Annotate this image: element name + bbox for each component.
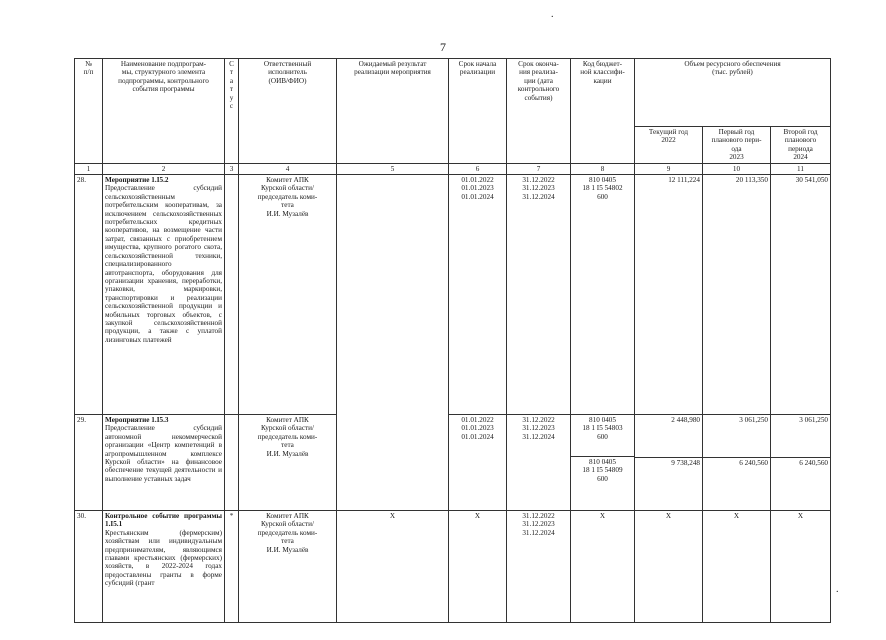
column-index: 3: [225, 163, 239, 174]
row-amount-2022-group: [635, 415, 703, 511]
row-start-dates: 01.01.2022 01.01.2023 01.01.2024: [449, 415, 507, 511]
row-name-cell: [103, 415, 225, 511]
row-amount-2024: 3 061,250: [799, 416, 828, 425]
scan-speck: .: [836, 584, 839, 595]
row-amount-2023: 3 061,250: [739, 416, 768, 425]
row-budget-code: Х: [571, 511, 635, 623]
row-end-dates: 31.12.2022 31.12.2023 31.12.2024: [507, 415, 571, 511]
header-start-date: Срок начала реализации: [449, 59, 507, 164]
row-status: [225, 415, 239, 511]
row-responsible: Комитет АПК Курской области/ председатель коми- тета И.И. Музалёв: [239, 175, 337, 415]
header-expected-result: Ожидаемый результат реализации мероприятия: [337, 59, 449, 164]
row-budget-code: 810 0405 18 1 I5 54803 600: [582, 416, 623, 441]
row-amount-2022: Х: [635, 511, 703, 623]
row-start-dates: Х: [449, 511, 507, 623]
column-index: 5: [337, 163, 449, 174]
header-year-2022: Текущий год 2022: [635, 127, 703, 164]
column-index: 9: [635, 163, 703, 174]
header-responsible: Ответственный исполнитель (ОИВ/ФИО): [239, 59, 337, 164]
page-number: 7: [440, 40, 446, 54]
row-start-dates: 01.01.2022 01.01.2023 01.01.2024: [449, 175, 507, 415]
row-number: 29.: [75, 415, 103, 511]
header-row: [75, 59, 831, 127]
row-amount-2023-group: [703, 415, 771, 511]
column-index-row: [75, 163, 831, 174]
table-row: [75, 415, 831, 511]
header-resources: Объем ресурсного обеспечения (тыс. рублей): [635, 59, 831, 127]
column-index: 4: [239, 163, 337, 174]
row-title: Контрольное событие программы 1.I5.1: [105, 512, 222, 529]
header-number: № п/п: [75, 59, 103, 164]
row-budget-code: 810 0405 18 1 I5 54802 600: [571, 175, 635, 415]
row-title: Мероприятие 1.I5.2: [105, 176, 169, 185]
row-description: Предоставление субсидий автономной некоммерческой организации «Центр компетенций в агропромышленном комплексе Курской области» на финансовое обеспечение текущей деятельности и выполнение уставных задач: [105, 424, 222, 483]
row-amount-2024: 30 541,050: [771, 175, 831, 415]
header-budget-code: Код бюджет- ной классифи- кации: [571, 59, 635, 164]
column-index: 2: [103, 163, 225, 174]
row-amount-2022-secondary: 9 738,248: [635, 457, 702, 468]
scan-speck: .: [551, 9, 554, 20]
row-status: [225, 175, 239, 415]
row-expected-result: Х: [337, 511, 449, 623]
row-amount-2022: 2 448,980: [671, 416, 700, 425]
row-amount-2024-secondary: 6 240,560: [771, 457, 830, 468]
row-status: *: [225, 511, 239, 623]
row-name-cell: [103, 175, 225, 415]
column-index: 10: [703, 163, 771, 174]
row-responsible: Комитет АПК Курской области/ председатель коми- тета И.И. Музалёв: [239, 415, 337, 511]
row-budget-code-secondary: 810 0405 18 1 I5 54809 600: [571, 456, 634, 483]
header-year-2023: Первый год планового пери- ода 2023: [703, 127, 771, 164]
row-title: Мероприятие 1.I5.3: [105, 416, 169, 425]
row-amount-2023: 20 113,350: [703, 175, 771, 415]
row-number: 30.: [75, 511, 103, 623]
header-year-2024: Второй год планового периода 2024: [771, 127, 831, 164]
row-amount-2023-secondary: 6 240,560: [703, 457, 770, 468]
column-index: 7: [507, 163, 571, 174]
row-description: Крестьянским (фермерским) хозяйствам или индивидуальным предпринимателям, являющимся главами крестьянских (фермерских) хозяйств, в 2022-2024 годах предоставлены гранты в форме субсидий (грант: [105, 528, 222, 588]
row-end-dates: 31.12.2022 31.12.2023 31.12.2024: [507, 175, 571, 415]
row-number: 28.: [75, 175, 103, 415]
row-amount-2023: Х: [703, 511, 771, 623]
row-budget-code-group: [571, 415, 635, 511]
column-index: 1: [75, 163, 103, 174]
header-end-date: Срок оконча- ния реализа- ции (дата контрольного события): [507, 59, 571, 164]
header-status: С т а т у с: [225, 59, 239, 164]
column-index: 6: [449, 163, 507, 174]
row-end-dates: 31.12.2022 31.12.2023 31.12.2024: [507, 511, 571, 623]
table-row: [75, 175, 831, 415]
row-amount-2024-group: [771, 415, 831, 511]
program-resources-table: [74, 58, 831, 623]
column-index: 11: [771, 163, 831, 174]
row-responsible: Комитет АПК Курской области/ председатель коми- тета И.И. Музалёв: [239, 511, 337, 623]
column-index: 8: [571, 163, 635, 174]
row-amount-2022: 12 111,224: [635, 175, 703, 415]
row-expected-result: [337, 175, 449, 511]
row-description: Предоставление субсидий сельскохозяйственным потребительским кооперативам, за исключением сельскохозяйственных потребительских кредитных кооперативов, на возмещение части затрат, связанных с приобретением имущества, крупного рогатого скота, сельскохозяйственной техники, специализированного автотранспорта, оборудования для организации хранения, переработки, упаковки, маркировки, транспортировки и реализации сельскохозяйственной продукции и мобильных торговых объектов, с закупкой сельскохозяйственной продукции, а также с уплатой лизинговых платежей: [105, 184, 222, 344]
header-name: Наименование подпрограм- мы, структурного элемента подпрограммы, контрольного события программы: [103, 59, 225, 164]
row-name-cell: [103, 511, 225, 623]
row-amount-2024: Х: [771, 511, 831, 623]
table-row: [75, 511, 831, 623]
